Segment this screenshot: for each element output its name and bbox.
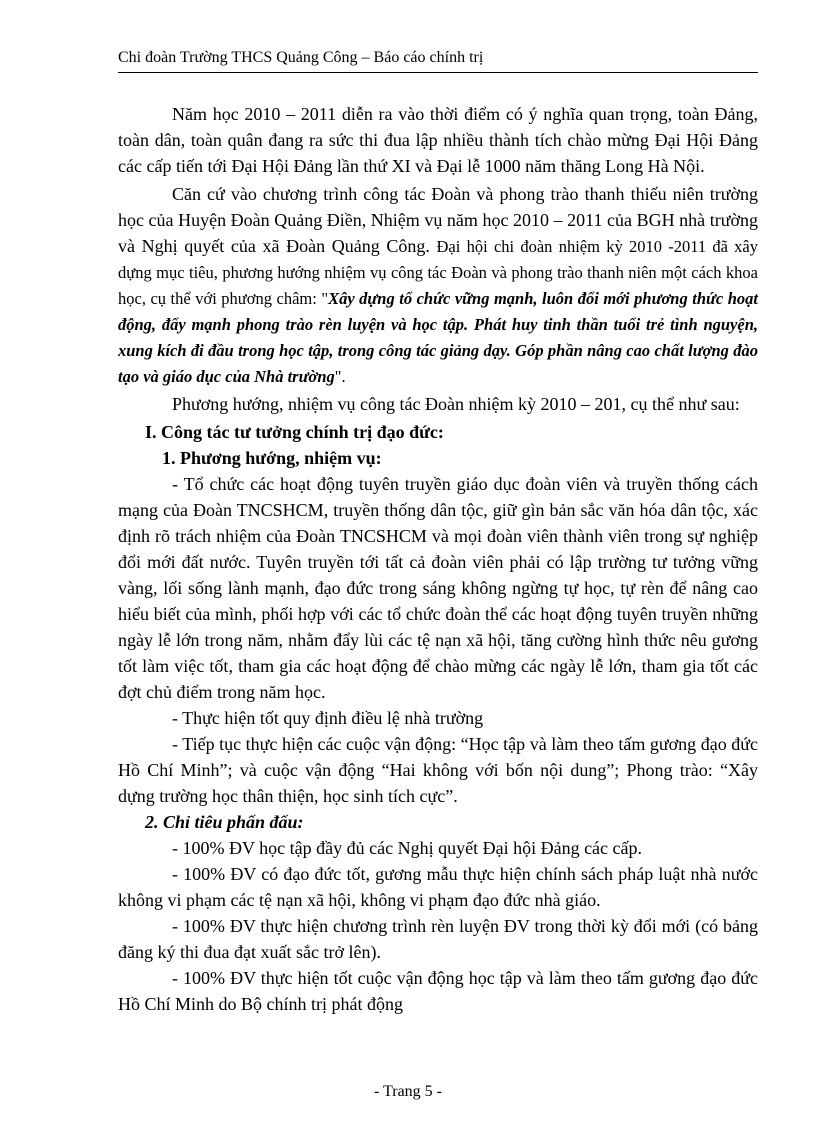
list-item: - 100% ĐV học tập đầy đủ các Nghị quyết Đại hội Đảng các cấp. bbox=[172, 838, 643, 858]
direction-paragraph: Phương hướng, nhiệm vụ công tác Đoàn nhiệm kỳ 2010 – 201, cụ thể như sau: bbox=[172, 394, 740, 414]
header-title: Chi đoàn Trường THCS Quảng Công – Báo cáo chính trị bbox=[118, 49, 484, 66]
section-1-heading: I. Công tác tư tưởng chính trị đạo đức: bbox=[145, 422, 444, 442]
intro-paragraph: Năm học 2010 – 2011 diễn ra vào thời điểm có ý nghĩa quan trọng, toàn Đảng, toàn dân, toàn quân đang ra sức thi đua lập nhiều thành tích chào mừng Đại Hội Đảng các cấp tiến tới Đại Hội Đảng lần thứ XI và Đại lễ 1000 năm thăng Long Hà Nội. bbox=[118, 104, 758, 176]
document-body bbox=[118, 101, 758, 1017]
motto-text: Xây dựng tổ chức vững mạnh, luôn đổi mới phương thức hoạt động, đẩy mạnh phong trào rèn luyện và học tập. Phát huy tinh thần tuổi trẻ tình nguyện, xung kích đi đầu trong học tập, trong công tác giảng dạy. Góp phần nâng cao chất lượng đào tạo và giáo dục của Nhà trường bbox=[118, 289, 758, 386]
page-number: - Trang 5 - bbox=[373, 1083, 442, 1100]
basis-paragraph bbox=[118, 181, 758, 389]
congress-text: Đại hội chi đoàn nhiệm kỳ 2010 -2011 đã xây dựng mục tiêu, phương hướng nhiệm vụ công tác Đoàn và phong trào thanh niên một cách khoa học, cụ thể với phương châm: " bbox=[118, 237, 759, 308]
list-item: - 100% ĐV thực hiện tốt cuộc vận động học tập và làm theo tấm gương đạo đức Hồ Chí Minh do Bộ chính trị phát động bbox=[118, 968, 758, 1014]
list-item: - Thực hiện tốt quy định điều lệ nhà trường bbox=[172, 708, 484, 728]
motto-close: ". bbox=[334, 367, 346, 386]
section-1-1-heading: 1. Phương hướng, nhiệm vụ: bbox=[162, 448, 382, 468]
basis-text: Căn cứ vào chương trình công tác Đoàn và phong trào thanh thiếu niên trường học của Huyện Đoàn Quảng Điền, Nhiệm vụ năm học 2010 – 2011 của BGH nhà trường và Nghị quyết của xã Đoàn Quảng Công. bbox=[118, 184, 758, 256]
list-item: - 100% ĐV có đạo đức tốt, gương mẫu thực hiện chính sách pháp luật nhà nước không vi phạm các tệ nạn xã hội, không vi phạm đạo đức nhà giáo. bbox=[118, 864, 758, 910]
list-item: - Tổ chức các hoạt động tuyên truyền giáo dục đoàn viên và truyền thống cách mạng của Đoàn TNCSHCM, truyền thống dân tộc, giữ gìn bản sắc văn hóa dân tộc, xác định rõ trách nhiệm của Đoàn TNCSHCM và mọi đoàn viên thành viên trong sự nghiệp đổi mới đất nước. Tuyên truyền tới tất cả đoàn viên phải có lập trường tư tưởng vững vàng, lối sống lành mạnh, đạo đức trong sáng không ngừng tự học, tự rèn để nâng cao hiểu biết của mình, phối hợp với các tổ chức đoàn thể các hoạt động tuyên truyền những ngày lễ lớn trong năm, nhằm đẩy lùi các tệ nạn xã hội, tăng cường hình thức nêu gương tốt làm việc tốt, tham gia các hoạt động để chào mừng các ngày lễ lớn, tham gia tốt các đợt chủ điểm trong năm học. bbox=[118, 474, 758, 702]
section-1-2-heading: 2. Chỉ tiêu phấn đấu: bbox=[145, 812, 304, 832]
list-item: - Tiếp tục thực hiện các cuộc vận động: “Học tập và làm theo tấm gương đạo đức Hồ Chí Minh”; và cuộc vận động “Hai không với bốn nội dung”; Phong trào: “Xây dựng trường học thân thiện, học sinh tích cực”. bbox=[118, 734, 758, 806]
list-item: - 100% ĐV thực hiện chương trình rèn luyện ĐV trong thời kỳ đổi mới (có bảng đăng ký thi đua đạt xuất sắc trở lên). bbox=[118, 916, 758, 962]
page-footer bbox=[0, 1083, 816, 1101]
page-header bbox=[118, 48, 758, 73]
